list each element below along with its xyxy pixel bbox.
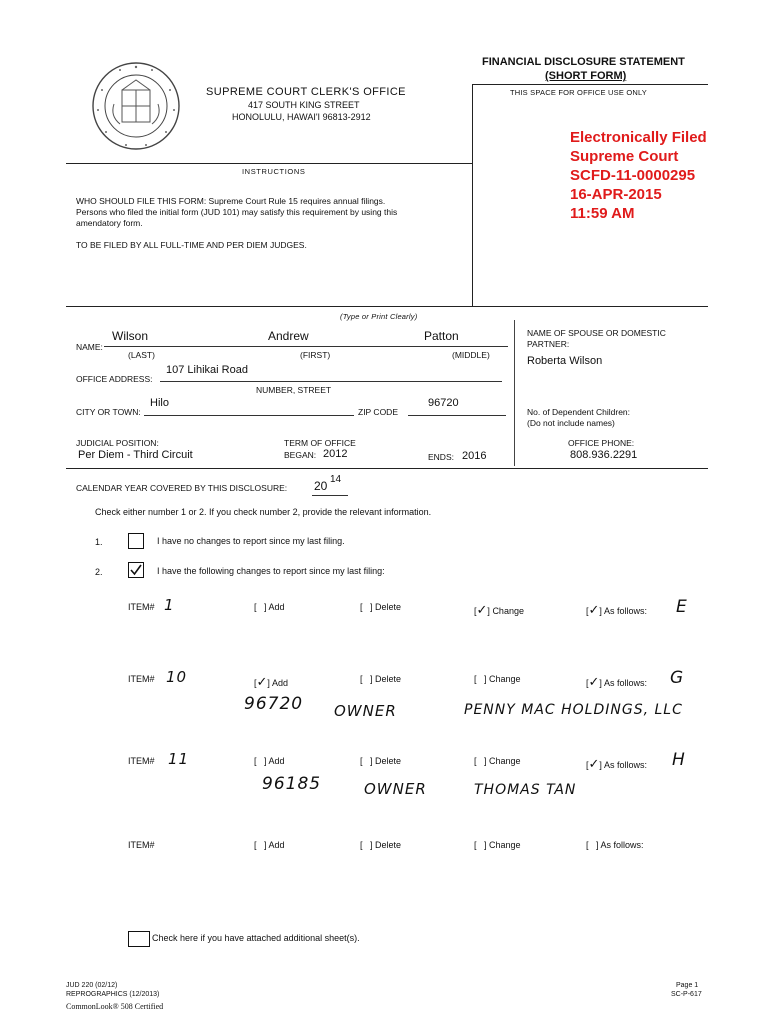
began-label: BEGAN:: [284, 450, 317, 460]
item-label: ITEM#: [128, 674, 155, 684]
city[interactable]: Hilo: [150, 397, 169, 409]
office-address-line: [160, 381, 502, 382]
term-began[interactable]: 2012: [323, 448, 348, 460]
first-label: (FIRST): [300, 350, 331, 360]
check-icon: ✓: [256, 674, 268, 689]
add-label: Add: [271, 678, 288, 688]
middle-label: (MIDDLE): [452, 350, 490, 360]
item-detail-entity[interactable]: THOMAS TAN: [474, 782, 577, 798]
office-phone[interactable]: 808.936.2291: [570, 449, 638, 461]
item-follows-option[interactable]: [✓] As follows:: [586, 602, 647, 617]
item-label: ITEM#: [128, 840, 155, 850]
as-follows-label: As follows:: [603, 678, 647, 688]
judicial-position[interactable]: Per Diem - Third Circuit: [78, 449, 193, 461]
item-label: ITEM#: [128, 602, 155, 612]
check-icon: ✓: [476, 602, 488, 617]
office-address[interactable]: 107 Lihikai Road: [166, 364, 248, 376]
term-label: TERM OF OFFICE: [284, 438, 356, 448]
item-detail-zip[interactable]: 96720: [244, 694, 304, 714]
zip-line: [408, 415, 506, 416]
calendar-year-suffix[interactable]: 14: [330, 474, 342, 485]
term-ends[interactable]: 2016: [462, 450, 487, 462]
spouse-name[interactable]: Roberta Wilson: [527, 355, 603, 367]
ends-label: ENDS:: [428, 452, 454, 462]
name-section-bottom-line: [66, 468, 708, 469]
item-detail-role[interactable]: OWNER: [364, 780, 427, 798]
add-label: Add: [268, 840, 285, 850]
form-title: FINANCIAL DISCLOSURE STATEMENT: [482, 56, 685, 68]
item-letter[interactable]: E: [676, 597, 688, 617]
calendar-line: [312, 495, 348, 496]
instructions-divider: [66, 163, 472, 164]
efile-line1: Electronically Filed: [570, 129, 707, 146]
item-letter[interactable]: G: [670, 668, 685, 688]
item-follows-option[interactable]: [✓] As follows:: [586, 756, 647, 771]
item-add-option[interactable]: [ ] Add: [254, 840, 285, 850]
zip-label: ZIP CODE: [358, 407, 398, 417]
type-note: (Type or Print Clearly): [340, 312, 418, 321]
option1-number: 1.: [95, 537, 103, 547]
office-city: HONOLULU, HAWAI'I 96813-2912: [232, 112, 371, 122]
number-street-label: NUMBER, STREET: [256, 385, 332, 395]
office-address-label: OFFICE ADDRESS:: [76, 374, 153, 384]
spouse-label1: NAME OF SPOUSE OR DOMESTIC: [527, 328, 666, 338]
instructions-heading: INSTRUCTIONS: [242, 167, 306, 176]
efile-line2: Supreme Court: [570, 148, 679, 165]
city-line: [144, 415, 354, 416]
item-change-option[interactable]: [✓] Change: [474, 602, 524, 617]
item-delete-option[interactable]: [ ] Delete: [360, 756, 402, 766]
item-detail-entity[interactable]: PENNY MAC HOLDINGS, LLC: [464, 702, 683, 718]
calendar-year-prefix: 20: [314, 479, 328, 493]
item-number[interactable]: 1: [164, 596, 175, 614]
form-subtitle: (SHORT FORM): [545, 70, 627, 82]
office-use-label: THIS SPACE FOR OFFICE USE ONLY: [510, 88, 647, 97]
who-line2: Persons who filed the initial form (JUD 101) may satisfy this requirement by using this: [76, 207, 398, 217]
instructions-bottom-line: [66, 306, 708, 307]
item-change-option[interactable]: [ ] Change: [474, 674, 521, 684]
item-letter[interactable]: H: [672, 750, 686, 770]
options-instruction: Check either number 1 or 2. If you check number 2, provide the relevant information.: [95, 507, 432, 517]
item-detail-zip[interactable]: 96185: [262, 774, 322, 794]
item-change-option[interactable]: [ ] Change: [474, 756, 521, 766]
form-code: SC-P-617: [671, 991, 702, 998]
last-label: (LAST): [128, 350, 155, 360]
delete-label: Delete: [375, 756, 402, 766]
item-label: ITEM#: [128, 756, 155, 766]
checkmark-icon: [129, 563, 143, 577]
middle-name[interactable]: Patton: [424, 329, 459, 343]
add-label: Add: [268, 756, 285, 766]
change-label: Change: [489, 674, 521, 684]
item-number[interactable]: 10: [166, 668, 188, 686]
efile-stamp: [570, 128, 707, 223]
office-use-top-line: [472, 84, 708, 85]
attached-sheets-checkbox[interactable]: [128, 931, 150, 947]
who-line1: WHO SHOULD FILE THIS FORM: Supreme Court Rule 15 requires annual filings.: [76, 196, 386, 206]
attached-sheets-text: Check here if you have attached additional sheet(s).: [152, 933, 360, 943]
efile-line4: 16-APR-2015: [570, 186, 662, 203]
item-delete-option[interactable]: [ ] Delete: [360, 840, 402, 850]
option2-checkbox[interactable]: [128, 562, 144, 578]
delete-label: Delete: [375, 602, 402, 612]
filed-by-note: TO BE FILED BY ALL FULL-TIME AND PER DIEM JUDGES.: [76, 240, 307, 250]
certified-note: CommonLook® 508 Certified: [66, 1002, 164, 1011]
page-number: Page 1: [676, 982, 699, 989]
item-add-option[interactable]: [ ] Add: [254, 756, 285, 766]
check-icon: ✓: [588, 756, 600, 771]
option2-text: I have the following changes to report since my last filing:: [157, 566, 385, 576]
efile-line3: SCFD-11-0000295: [570, 167, 696, 184]
item-add-option[interactable]: [✓] Add: [254, 674, 288, 689]
who-line3: amendatory form.: [76, 218, 143, 228]
as-follows-label: As follows:: [600, 840, 644, 850]
court-seal: [90, 60, 182, 152]
option1-checkbox[interactable]: [128, 533, 144, 549]
item-follows-option[interactable]: [ ] As follows:: [586, 840, 644, 850]
add-label: Add: [268, 602, 285, 612]
change-label: Change: [489, 756, 521, 766]
first-name[interactable]: Andrew: [268, 329, 309, 343]
name-label: NAME:: [76, 342, 103, 352]
item-detail-role[interactable]: OWNER: [334, 702, 397, 720]
item-add-option[interactable]: [ ] Add: [254, 602, 285, 612]
item-follows-option[interactable]: [✓] As follows:: [586, 674, 647, 689]
dependents-label2: (Do not include names): [527, 418, 615, 428]
check-icon: ✓: [588, 674, 600, 689]
office-use-left-line: [472, 84, 473, 306]
phone-label: OFFICE PHONE:: [568, 438, 635, 448]
office-street: 417 SOUTH KING STREET: [248, 100, 360, 110]
spouse-label2: PARTNER:: [527, 339, 570, 349]
item-change-option[interactable]: [ ] Change: [474, 840, 521, 850]
change-label: Change: [492, 606, 524, 616]
as-follows-label: As follows:: [603, 760, 647, 770]
option1-text: I have no changes to report since my last filing.: [157, 536, 345, 546]
spouse-divider: [514, 320, 515, 466]
calendar-label: CALENDAR YEAR COVERED BY THIS DISCLOSURE:: [76, 483, 288, 493]
name-line: [104, 346, 508, 347]
zip-code[interactable]: 96720: [428, 397, 459, 409]
last-name[interactable]: Wilson: [112, 329, 149, 343]
city-label: CITY OR TOWN:: [76, 407, 141, 417]
office-name: SUPREME COURT CLERK'S OFFICE: [206, 86, 406, 98]
delete-label: Delete: [375, 840, 402, 850]
efile-line5: 11:59 AM: [570, 205, 635, 222]
option2-number: 2.: [95, 567, 103, 577]
change-label: Change: [489, 840, 521, 850]
position-label: JUDICIAL POSITION:: [76, 438, 159, 448]
item-delete-option[interactable]: [ ] Delete: [360, 674, 402, 684]
dependents-label1: No. of Dependent Children:: [527, 407, 631, 417]
form-id: JUD 220 (02/12): [66, 982, 118, 989]
check-icon: ✓: [588, 602, 600, 617]
as-follows-label: As follows:: [603, 606, 647, 616]
reprographics: REPROGRAPHICS (12/2013): [66, 991, 160, 998]
item-number[interactable]: 11: [168, 750, 190, 768]
item-delete-option[interactable]: [ ] Delete: [360, 602, 402, 612]
delete-label: Delete: [375, 674, 402, 684]
